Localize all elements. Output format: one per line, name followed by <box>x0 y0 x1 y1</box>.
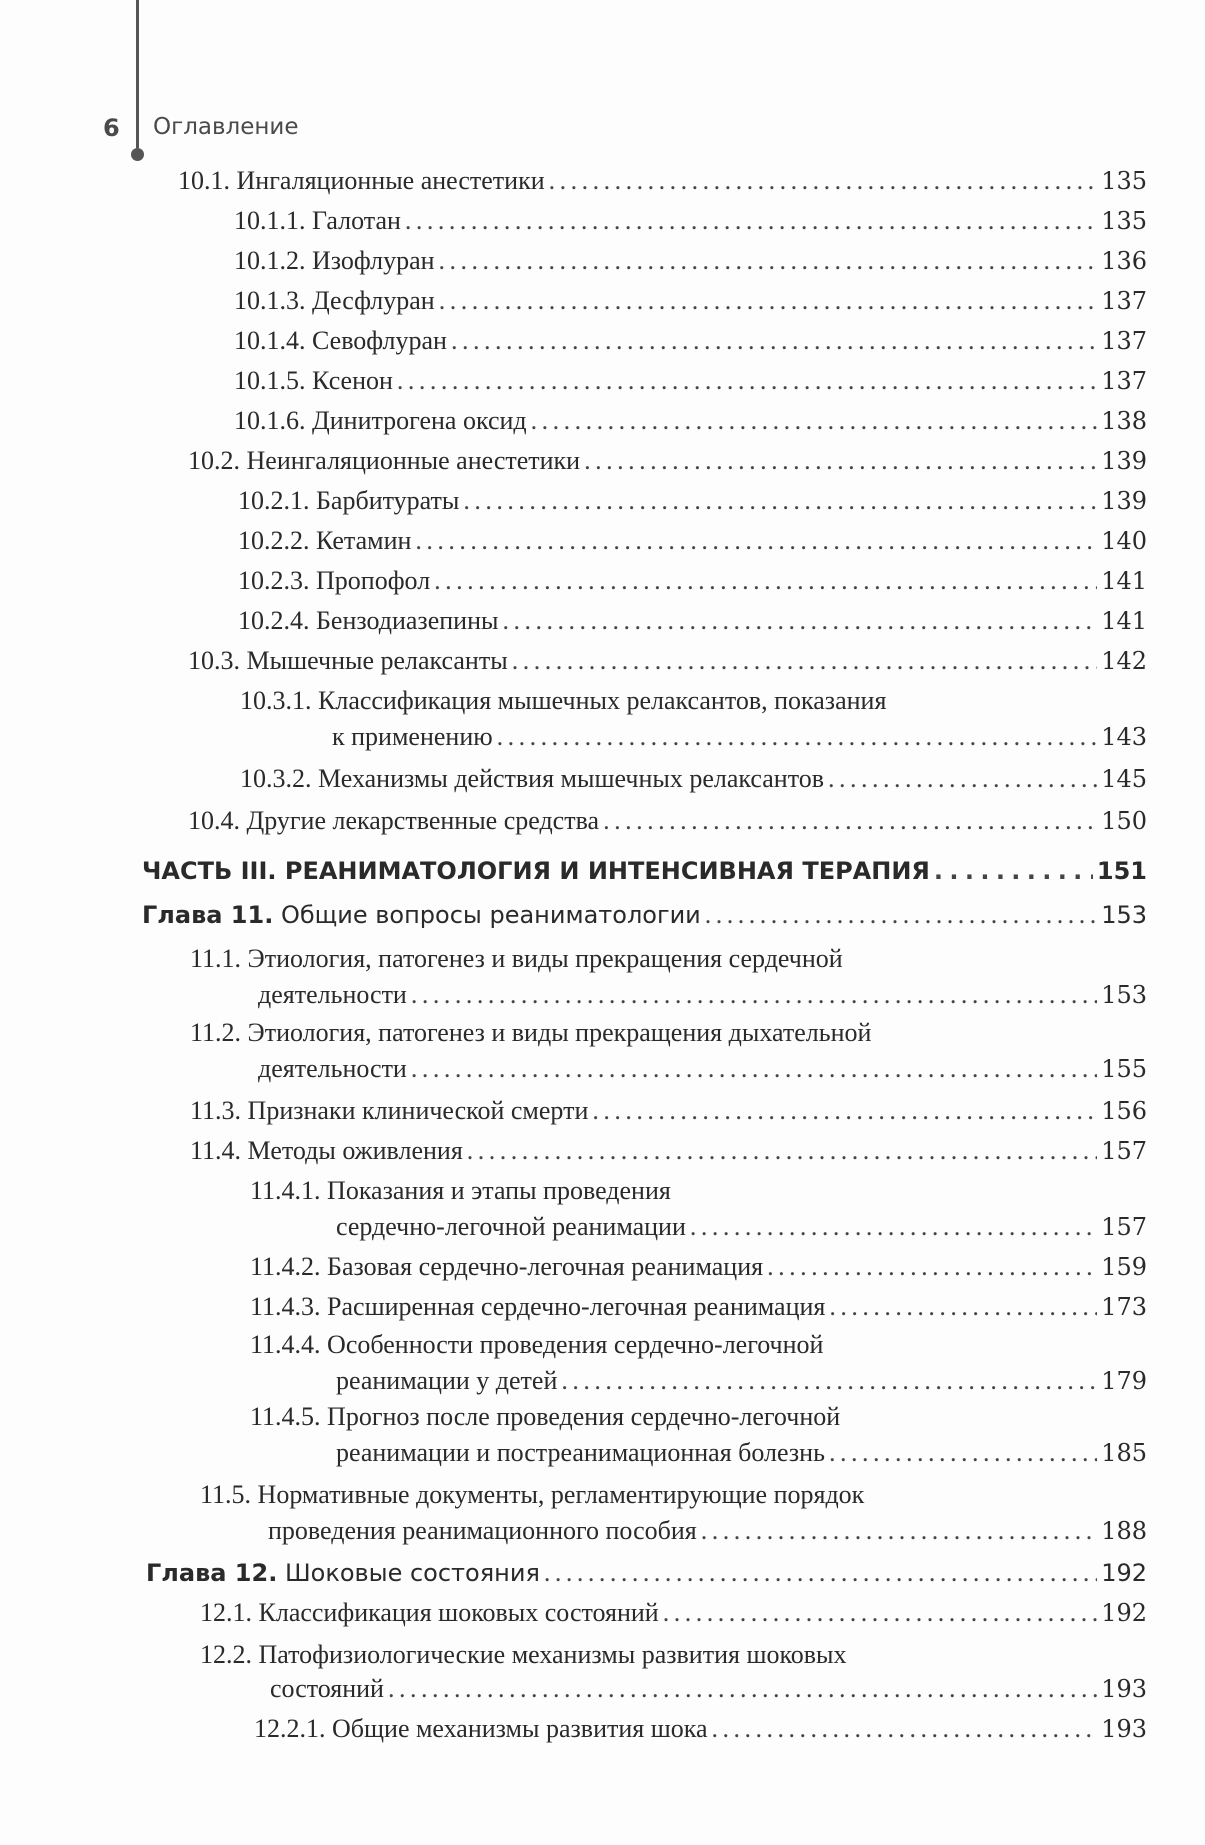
chapter-prefix: Глава 12. <box>146 1559 278 1587</box>
toc-entry-page: 192 <box>1101 1599 1147 1627</box>
toc-entry-label-line1[interactable]: 11.1. Этиология, патогенез и виды прекращения сердечной <box>190 944 843 973</box>
dot-leader <box>415 523 1097 559</box>
toc-entry[interactable] <box>250 1249 1147 1285</box>
dot-leader <box>405 203 1097 239</box>
toc-entry-page: 135 <box>1101 207 1147 235</box>
toc-entry-label-line2: сердечно-легочной реанимации <box>336 1212 686 1241</box>
dot-leader <box>439 283 1097 319</box>
toc-entry[interactable] <box>234 203 1147 239</box>
toc-entry[interactable] <box>190 1093 1147 1129</box>
toc-entry[interactable] <box>254 1711 1147 1747</box>
dot-leader <box>767 1249 1097 1285</box>
toc-entry[interactable] <box>234 403 1147 439</box>
toc-chapter-heading[interactable] <box>146 1555 1147 1591</box>
toc-entry-label: 10.1.4. Севофлуран <box>234 326 447 355</box>
toc-entry[interactable] <box>336 1209 1147 1245</box>
toc-entry-label: 11.4.2. Базовая сердечно-легочная реанимация <box>250 1252 764 1281</box>
toc-entry[interactable] <box>258 1051 1147 1087</box>
toc-entry-page: 143 <box>1101 723 1147 751</box>
toc-entry[interactable] <box>188 643 1147 679</box>
chapter-prefix: Глава 11. <box>142 901 274 929</box>
dot-leader <box>934 853 1093 889</box>
dot-leader <box>549 163 1097 199</box>
toc-entry[interactable] <box>238 483 1147 519</box>
toc-entry-label: 10.2. Неингаляционные анестетики <box>188 446 581 475</box>
toc-entry-label: 10.2.1. Барбитураты <box>238 486 460 515</box>
toc-entry-label-line1[interactable]: 11.4.5. Прогноз после проведения сердечно-легочной <box>250 1402 841 1431</box>
toc-entry-label: 12.1. Классификация шоковых состояний <box>200 1598 659 1627</box>
toc-entry-page: 155 <box>1101 1055 1147 1083</box>
toc-entry-label-line2: деятельности <box>258 1054 407 1083</box>
toc-entry-page: 156 <box>1101 1097 1147 1125</box>
toc-entry-label: 12.2.1. Общие механизмы развития шока <box>254 1714 708 1743</box>
toc-entry-label: 10.1.6. Динитрогена оксид <box>234 406 527 435</box>
toc-entry[interactable] <box>238 603 1147 639</box>
toc-entry-label: 10.1.1. Галотан <box>234 206 401 235</box>
toc-entry-page: 138 <box>1101 407 1147 435</box>
toc-entry-label: 10.1.2. Изофлуран <box>234 246 435 275</box>
dot-leader <box>411 977 1097 1013</box>
toc-entry-page: 157 <box>1101 1137 1147 1165</box>
toc-entry-page: 193 <box>1101 1715 1147 1743</box>
toc-entry[interactable] <box>270 1671 1147 1707</box>
toc-entry-page: 173 <box>1101 1293 1147 1321</box>
toc-entry-page: 145 <box>1101 765 1147 793</box>
toc-entry-label-line2: реанимации и постреанимационная болезнь <box>336 1438 825 1467</box>
dot-leader <box>467 1133 1097 1169</box>
toc-entry[interactable] <box>268 1513 1147 1549</box>
chapter-title: Глава 12. Шоковые состояния <box>146 1559 540 1587</box>
toc-entry-page: 185 <box>1101 1439 1147 1467</box>
toc-entry-label-line2: деятельности <box>258 980 407 1009</box>
toc-entry[interactable] <box>238 523 1147 559</box>
toc-entry-label: 10.3.2. Механизмы действия мышечных релаксантов <box>240 764 824 793</box>
dot-leader <box>592 1093 1097 1129</box>
toc-entry[interactable] <box>250 1289 1147 1325</box>
toc-entry[interactable] <box>332 719 1147 755</box>
toc-entry-label: 10.2.3. Пропофол <box>238 566 431 595</box>
toc-entry-label: 11.4. Методы оживления <box>190 1136 463 1165</box>
toc-entry-label: 10.1. Ингаляционные анестетики <box>178 166 545 195</box>
toc-entry-label-line1[interactable]: 11.5. Нормативные документы, регламентирующие порядок <box>200 1480 865 1509</box>
toc-entry-label-line1[interactable]: 11.4.4. Особенности проведения сердечно-легочной <box>250 1330 824 1359</box>
toc-entry-page: 188 <box>1101 1517 1147 1545</box>
toc-entry-label-line2: состояний <box>270 1674 384 1703</box>
toc-entry[interactable] <box>234 243 1147 279</box>
toc-entry-page: 159 <box>1101 1253 1147 1281</box>
toc-entry[interactable] <box>258 977 1147 1013</box>
dot-leader <box>531 403 1097 439</box>
toc-entry-page: 137 <box>1101 327 1147 355</box>
toc-entry-label-line1[interactable]: 11.2. Этиология, патогенез и виды прекращения дыхательной <box>190 1018 872 1047</box>
dot-leader <box>663 1595 1097 1631</box>
toc-entry-label-line2: реанимации у детей <box>336 1366 558 1395</box>
toc-entry[interactable] <box>190 1133 1147 1169</box>
toc-entry-label: 10.3. Мышечные релаксанты <box>188 646 508 675</box>
dot-leader <box>397 363 1097 399</box>
toc-entry-label-line2: проведения реанимационного пособия <box>268 1516 697 1545</box>
toc-entry[interactable] <box>234 283 1147 319</box>
dot-leader <box>544 1555 1097 1591</box>
toc-entry[interactable] <box>188 803 1147 839</box>
section-title: Оглавление <box>153 114 299 140</box>
toc-entry-page: 135 <box>1101 167 1147 195</box>
toc-entry[interactable] <box>188 443 1147 479</box>
toc-entry-label: 11.3. Признаки клинической смерти <box>190 1096 589 1125</box>
page-number: 6 <box>103 114 120 142</box>
toc-entry-page: 141 <box>1101 607 1147 635</box>
toc-entry-page: 153 <box>1101 981 1147 1009</box>
dot-leader <box>388 1671 1097 1707</box>
dot-leader <box>497 719 1097 755</box>
toc-entry-page: 139 <box>1101 487 1147 515</box>
dot-leader <box>439 243 1097 279</box>
dot-leader <box>705 897 1097 933</box>
dot-leader <box>829 1289 1097 1325</box>
dot-leader <box>690 1209 1097 1245</box>
toc-entry[interactable] <box>240 761 1147 797</box>
toc-part-heading[interactable] <box>142 853 1147 889</box>
toc-entry-label: 10.4. Другие лекарственные средства <box>188 806 600 835</box>
header-rule-dot <box>131 148 144 161</box>
dot-leader <box>603 803 1097 839</box>
toc-entry-label: 10.2.2. Кетамин <box>238 526 412 555</box>
toc-entry[interactable] <box>336 1363 1147 1399</box>
toc-entry-label-line1[interactable]: 11.4.1. Показания и этапы проведения <box>250 1176 671 1205</box>
toc-entry-label-line1[interactable]: 12.2. Патофизиологические механизмы развития шоковых <box>200 1640 847 1669</box>
toc-entry[interactable] <box>178 163 1147 199</box>
toc-entry-page: 139 <box>1101 447 1147 475</box>
dot-leader <box>411 1051 1097 1087</box>
toc-entry-page: 137 <box>1101 367 1147 395</box>
toc-entry-page: 141 <box>1101 567 1147 595</box>
toc-entry[interactable] <box>238 563 1147 599</box>
dot-leader <box>502 603 1097 639</box>
header-vertical-rule <box>136 0 139 148</box>
dot-leader <box>451 323 1097 359</box>
toc-chapter-heading[interactable] <box>142 897 1147 933</box>
toc-entry-page: 151 <box>1096 857 1147 885</box>
toc-entry-page: 179 <box>1101 1367 1147 1395</box>
dot-leader <box>829 1435 1097 1471</box>
chapter-title: Глава 11. Общие вопросы реаниматологии <box>142 901 701 929</box>
toc-entry-label: 11.4.3. Расширенная сердечно-легочная реанимация <box>250 1292 826 1321</box>
toc-entry-label-line1[interactable]: 10.3.1. Классификация мышечных релаксантов, показания <box>240 686 887 715</box>
toc-entry-page: 137 <box>1101 287 1147 315</box>
toc-entry[interactable] <box>336 1435 1147 1471</box>
toc-entry[interactable] <box>200 1595 1147 1631</box>
toc-entry-label: 10.1.5. Ксенон <box>234 366 393 395</box>
toc-entry-page: 153 <box>1101 901 1147 929</box>
toc-entry-page: 150 <box>1101 807 1147 835</box>
dot-leader <box>463 483 1097 519</box>
toc-entry-page: 136 <box>1101 247 1147 275</box>
toc-entry-page: 140 <box>1101 527 1147 555</box>
toc-entry[interactable] <box>234 363 1147 399</box>
toc-entry-label: 10.1.3. Десфлуран <box>234 286 435 315</box>
part-title: ЧАСТЬ III. РЕАНИМАТОЛОГИЯ И ИНТЕНСИВНАЯ ТЕРАПИЯ <box>142 857 930 885</box>
dot-leader <box>512 643 1097 679</box>
toc-entry[interactable] <box>234 323 1147 359</box>
dot-leader <box>584 443 1097 479</box>
toc-entry-page: 193 <box>1101 1675 1147 1703</box>
dot-leader <box>701 1513 1097 1549</box>
toc-entry-page: 142 <box>1101 647 1147 675</box>
toc-entry-page: 157 <box>1101 1213 1147 1241</box>
dot-leader <box>828 761 1097 797</box>
toc-entry-label: 10.2.4. Бензодиазепины <box>238 606 499 635</box>
dot-leader <box>561 1363 1097 1399</box>
toc-entry-label-line2: к применению <box>332 722 493 751</box>
dot-leader <box>434 563 1097 599</box>
toc-entry-page: 192 <box>1101 1559 1147 1587</box>
dot-leader <box>712 1711 1097 1747</box>
